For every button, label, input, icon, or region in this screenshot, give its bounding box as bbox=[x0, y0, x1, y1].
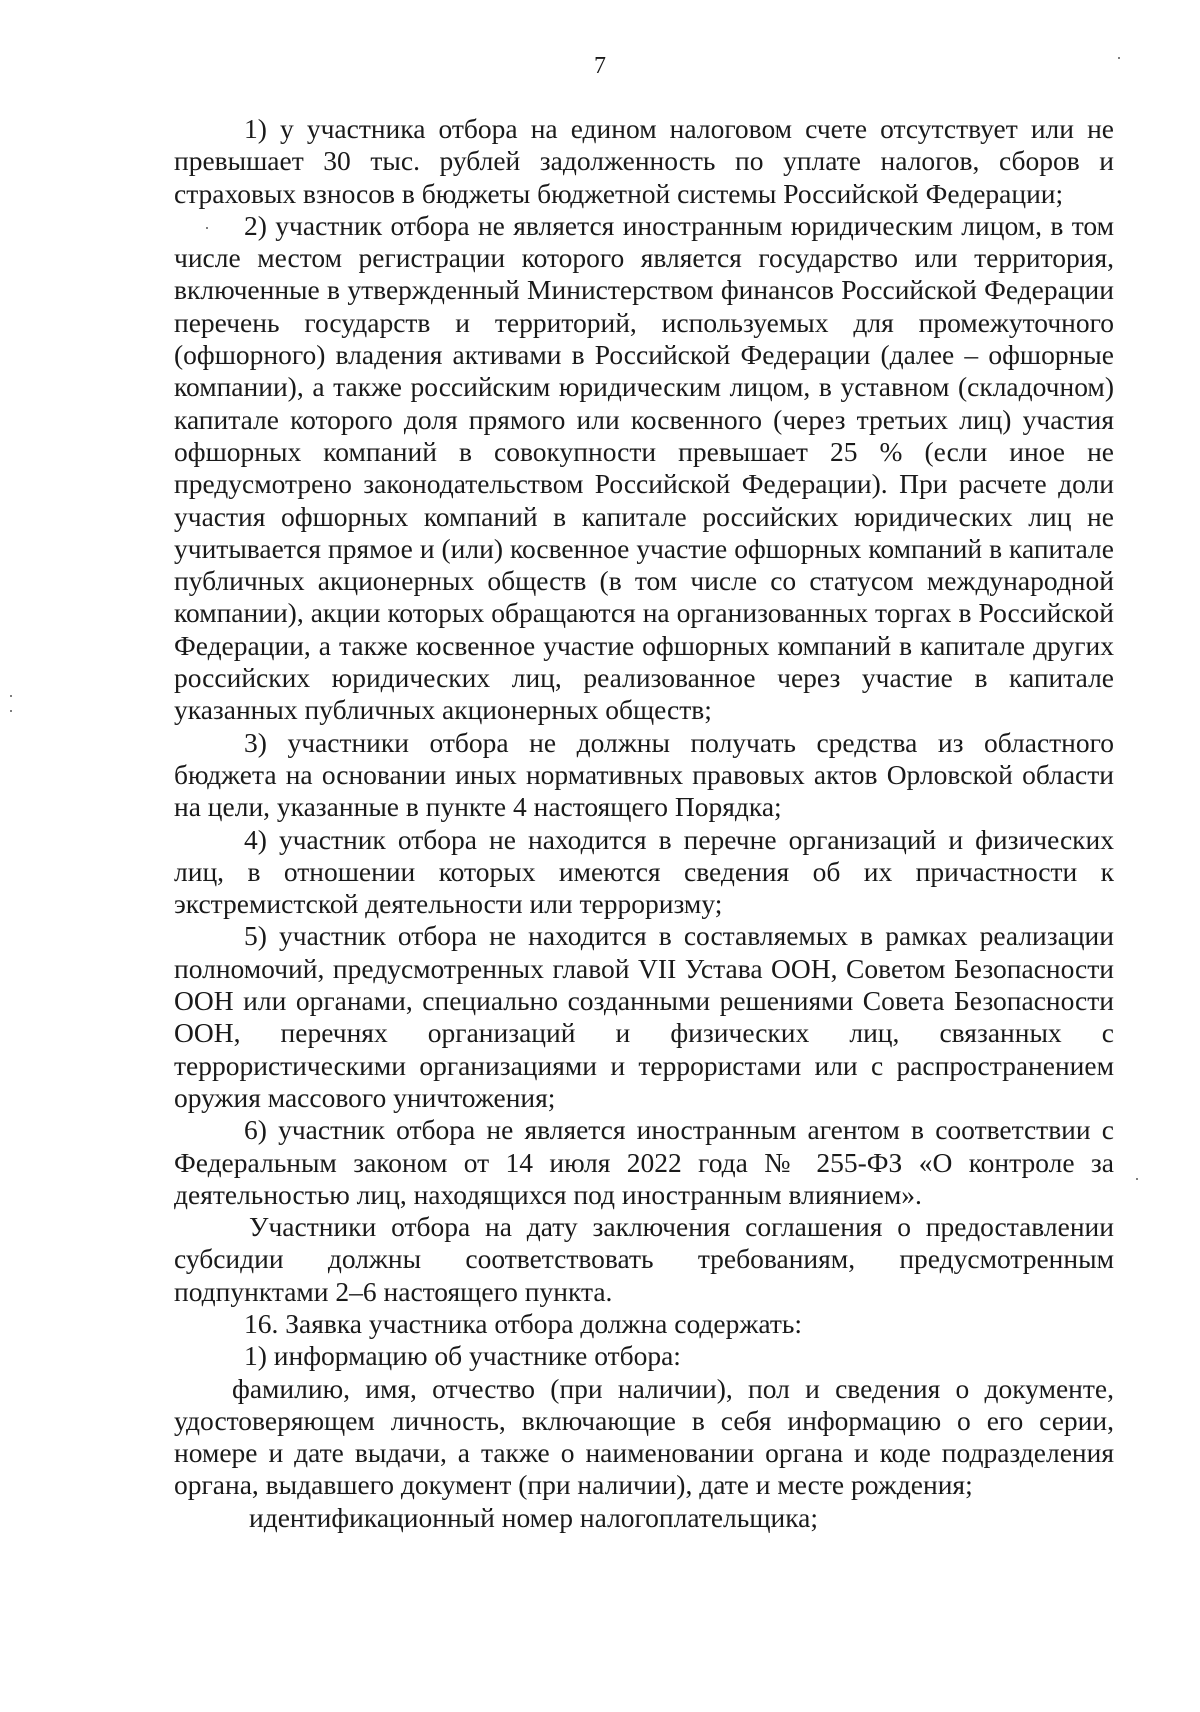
paragraph-subitem-1: 1) у участника отбора на едином налоговом счете отсутствует или не превышает 30 тыс. рублей задолженность по уплате налогов, сборов и страховых взносов в бюджеты бюджетной системы Российской Федерации; bbox=[174, 113, 1114, 209]
scan-speck bbox=[1136, 1178, 1138, 1180]
paragraph-subitem-3: 3) участники отбора не должны получать средства из областного бюджета на основании иных нормативных правовых актов Орловской области на цели, указанные в пункте 4 настоящего Порядка; bbox=[174, 726, 1114, 823]
paragraph-personal-data: фамилию, имя, отчество (при наличии), пол и сведения о документе, удостоверяющем личность, включающие в себя информацию о его серии, номере и дате выдачи, а также о наименовании органа и коде подразделения органа, выдавшего документ (при наличии), дате и месте рождения; bbox=[174, 1372, 1114, 1501]
paragraph-requirements-note: Участники отбора на дату заключения соглашения о предоставлении субсидии должны соответствовать требованиям, предусмотренным подпунктами 2–6 настоящего пункта. bbox=[174, 1211, 1114, 1307]
paragraph-subitem-4: 4) участник отбора не находится в перечне организаций и физических лиц, в отношении которых имеются сведения об их причастности к экстремистской деятельности или терроризму; bbox=[174, 823, 1114, 920]
paragraph-subitem-6: 6) участник отбора не является иностранным агентом в соответствии с Федеральным законом от 14 июля 2022 года № 255-ФЗ «О контроле за деятельностью лиц, находящихся под иностранным влиянием». bbox=[174, 1114, 1114, 1210]
paragraph-item-16: 16. Заявка участника отбора должна содержать: bbox=[244, 1307, 803, 1339]
paragraph-subitem-2: 2) участник отбора не является иностранным юридическим лицом, в том числе местом регистрации которого является государство или территория, включенные в утвержденный Министерством финансов Российской Федерации перечень государств и территорий, используемых для промежуточного (офшорного) владения активами в Российской Федерации (далее – офшорные компании), а также российским юридическим лицом, в уставном (складочном) капитале которого доля прямого или косвенного (через третьих лиц) участия офшорных компаний в совокупности превышает 25 % (если иное не предусмотрено законодательством Российской Федерации). При расчете доли участия офшорных компаний в капитале российских юридических лиц не учитывается прямое и (или) косвенное участие офшорных компаний в капитале публичных акционерных обществ (в том числе со статусом международной компании), акции которых обращаются на организованных торгах в Российской Федерации, а также косвенное участие офшорных компаний в капитале других российских юридических лиц, реализованное через участие в капитале указанных публичных акционерных обществ; bbox=[174, 209, 1114, 726]
scan-speck bbox=[10, 710, 12, 712]
page-number: 7 bbox=[594, 53, 606, 79]
paragraph-subitem-5: 5) участник отбора не находится в составляемых в рамках реализации полномочий, предусмотренных главой VII Устава ООН, Советом Безопасности ООН или органами, специально созданными решениями Совета Безопасности ООН, перечнях организаций и физических лиц, связанных с террористическими организациями и террористами или с распространением оружия массового уничтожения; bbox=[174, 920, 1114, 1113]
paragraph-taxpayer-id: идентификационный номер налогоплательщика; bbox=[249, 1501, 819, 1533]
scan-speck bbox=[206, 227, 208, 229]
document-body bbox=[174, 113, 1114, 1534]
scan-speck bbox=[10, 695, 12, 697]
paragraph-item-16-sub-1: 1) информацию об участнике отбора: bbox=[244, 1340, 681, 1372]
scan-speck bbox=[1118, 57, 1120, 59]
